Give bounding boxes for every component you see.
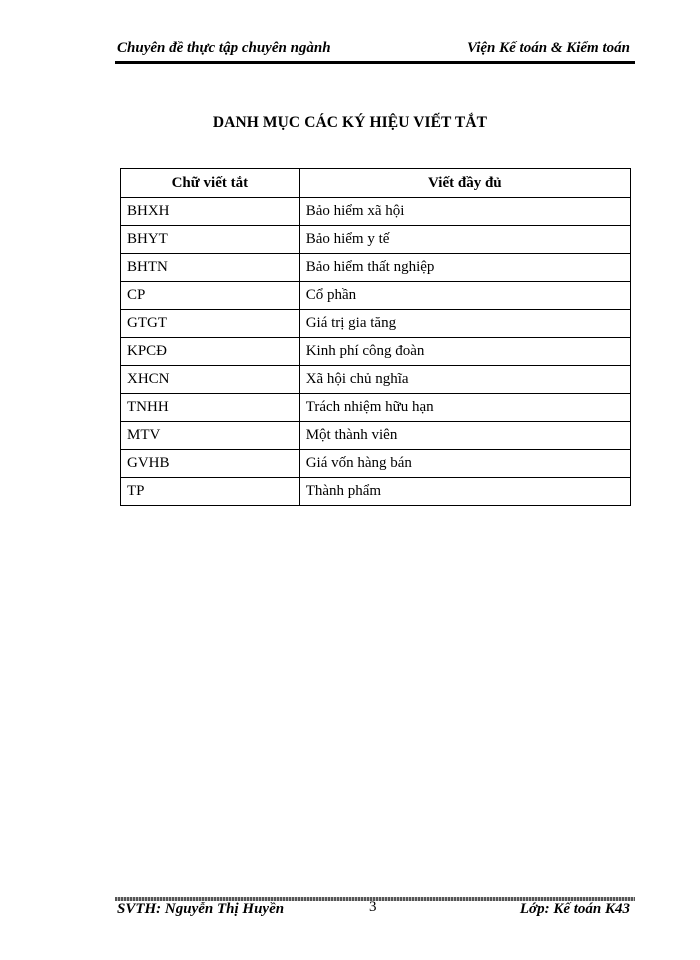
full-form-cell: Xã hội chủ nghĩa [299,366,630,394]
full-form-cell: Giá vốn hàng bán [299,450,630,478]
abbreviation-cell: BHYT [121,226,300,254]
table-row [121,422,631,450]
abbreviation-cell: KPCĐ [121,338,300,366]
header-divider [115,61,635,64]
full-form-cell: Thành phẩm [299,478,630,506]
full-form-cell: Giá trị gia tăng [299,310,630,338]
table-row [121,226,631,254]
table-row [121,254,631,282]
full-form-cell: Bảo hiểm xã hội [299,198,630,226]
full-form-cell: Bảo hiểm thất nghiệp [299,254,630,282]
page-number: 3 [369,899,377,915]
full-form-cell: Kinh phí công đoàn [299,338,630,366]
abbreviation-cell: TNHH [121,394,300,422]
full-form-cell: Cổ phần [299,282,630,310]
table-row [121,478,631,506]
abbreviation-cell: GVHB [121,450,300,478]
table-row [121,366,631,394]
abbreviation-cell: BHXH [121,198,300,226]
page-header [117,40,630,62]
table-row [121,394,631,422]
abbreviation-cell: TP [121,478,300,506]
abbreviation-cell: CP [121,282,300,310]
footer-class-name: Lớp: Kế toán K43 [519,901,630,917]
page-footer [117,901,630,923]
full-form-cell: Bảo hiểm y tế [299,226,630,254]
table-row [121,198,631,226]
table-row [121,338,631,366]
footer-student-name: SVTH: Nguyễn Thị Huyền [117,901,285,917]
page-title: DANH MỤC CÁC KÝ HIỆU VIẾT TẮT [212,114,488,131]
column-header-full-form: Viết đầy đủ [299,169,630,198]
abbreviation-cell: XHCN [121,366,300,394]
abbreviation-cell: BHTN [121,254,300,282]
table-row [121,450,631,478]
table-header-row [121,169,631,198]
column-header-abbreviation: Chữ viết tắt [121,169,300,198]
abbreviation-cell: GTGT [121,310,300,338]
table-row [121,310,631,338]
header-right-text: Viện Kế toán & Kiểm toán [467,40,630,56]
full-form-cell: Trách nhiệm hữu hạn [299,394,630,422]
table-row [121,282,631,310]
abbreviation-table [120,168,631,506]
full-form-cell: Một thành viên [299,422,630,450]
abbreviation-cell: MTV [121,422,300,450]
header-left-text: Chuyên đề thực tập chuyên ngành [117,40,331,56]
